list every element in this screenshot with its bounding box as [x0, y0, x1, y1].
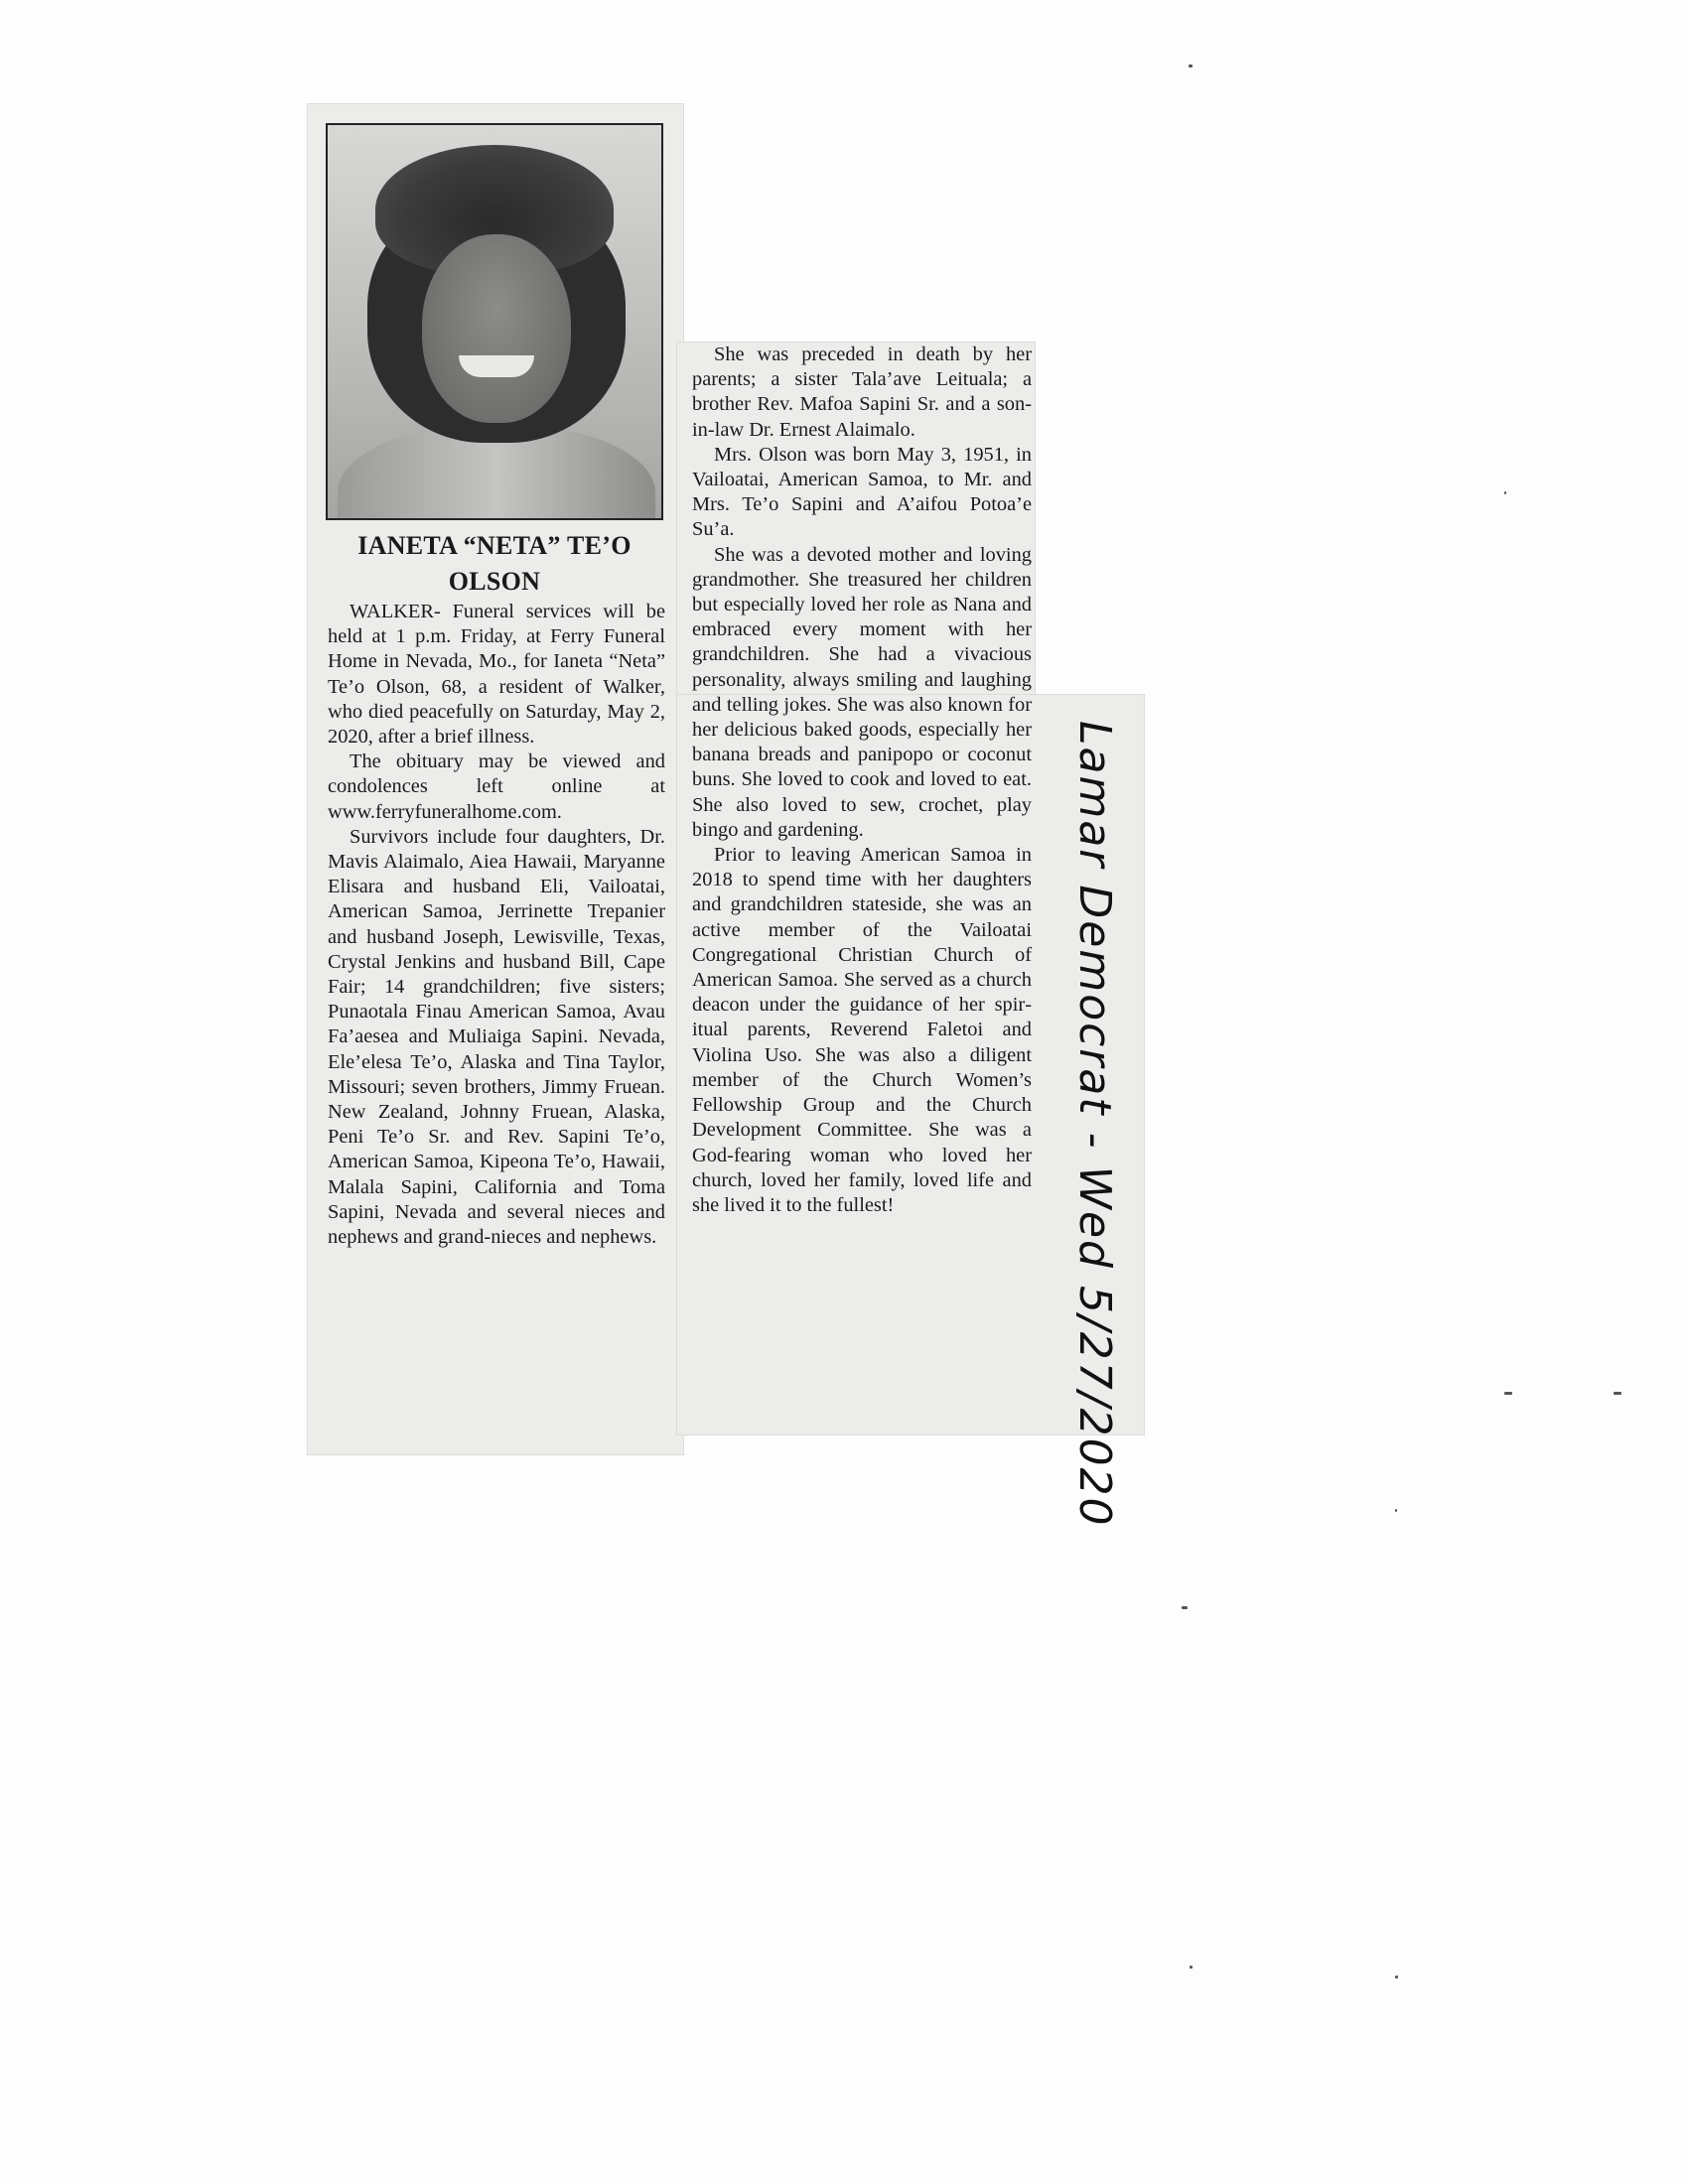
scan-speck	[1190, 1966, 1193, 1969]
paragraph-preceded-in-death: She was preceded in death by her parents; a sister Tala’ave Leituala; a brother Rev. Mafoa Sapini Sr. and a son-in-law Dr. Ernest Alaimalo.	[692, 343, 1032, 441]
obituary-column-right	[692, 342, 1032, 1218]
obituary-portrait-photo	[326, 123, 663, 520]
handwritten-source-note: Lamar Democrat - Wed 5/27/2020	[1069, 721, 1120, 1528]
photo-smile	[459, 355, 534, 377]
obituary-headline	[316, 528, 673, 600]
scan-speck	[1504, 491, 1506, 494]
scan-speck	[1614, 1392, 1621, 1395]
paragraph-birth: Mrs. Olson was born May 3, 1951, in Vailoatai, American Samoa, to Mr. and Mrs. Te’o Sapini and A’aifou Potoa’e Su’a.	[692, 443, 1032, 541]
paragraph-personality: She was a devoted mother and loving grandmother. She treasured her children but especially loved her role as Nana and embraced every moment with her grandchildren. She had a vivacious personality, always smiling and laughing and telling jokes. She was also known for her delicious baked goods, especially her banana breads and panipopo or coconut buns. She loved to cook and loved to eat. She also loved to sew, crochet, play bingo and gardening.	[692, 543, 1032, 841]
headline-line-2: OLSON	[448, 567, 541, 596]
headline-line-1: IANETA “NETA” TE’O	[357, 531, 632, 560]
scan-speck	[1182, 1606, 1188, 1609]
paragraph-online-condolences: The obituary may be viewed and condolences left online at www.ferryfuneralhome.com.	[328, 751, 665, 823]
paragraph-church-life: Prior to leaving American Samoa in 2018 to spend time with her daughters and grandchildren stateside, she was an active member of the Vailoatai Congregational Christian Church of American Samoa. She served as a church deacon under the guidance of her spiritual parents, Reverend Faletoi and Violina Uso. She was also a diligent member of the Church Women’s Fellowship Group and the Church Development Committee. She was a God-fearing woman who loved her church, loved her family, loved life and she lived it to the fullest!	[692, 844, 1032, 1216]
scan-speck	[1395, 1509, 1397, 1512]
paragraph-survivors: Survivors include four daughters, Dr. Mavis Alaimalo, Aiea Hawaii, Maryanne Elisara and husband Eli, Vailoatai, American Samoa, Jerrinette Trepanier and husband Joseph, Lewisville, Texas, Crystal Jenkins and husband Bill, Cape Fair; 14 grandchildren; five sisters; Punaotala Finau American Samoa, Avau Fa’aesea and Muliaiga Sapini. Nevada, Ele’elesa Te’o, Alaska and Tina Taylor, Missouri; seven brothers, Jimmy Fruean. New Zealand, Johnny Fruean, Alaska, Peni Te’o Sr. and Rev. Sapini Te’o, American Samoa, Kipeona Te’o, Hawaii, Malala Sapini, California and Toma Sapini, Nevada and several nieces and nephews and grand-nieces and nephews.	[328, 825, 665, 1249]
scan-speck	[1395, 1976, 1398, 1979]
photo-face	[422, 234, 571, 423]
scan-speck	[1189, 65, 1193, 68]
paragraph-funeral-services: WALKER- Funeral services will be held at 1 p.m. Friday, at Ferry Funeral Home in Nevada, Mo., for Ianeta “Neta” Te’o Olson, 68, a resident of Walker, who died peacefully on Saturday, May 2, 2020, after a brief illness.	[328, 601, 665, 749]
scan-speck	[1504, 1392, 1512, 1395]
obituary-column-left	[328, 600, 665, 1250]
